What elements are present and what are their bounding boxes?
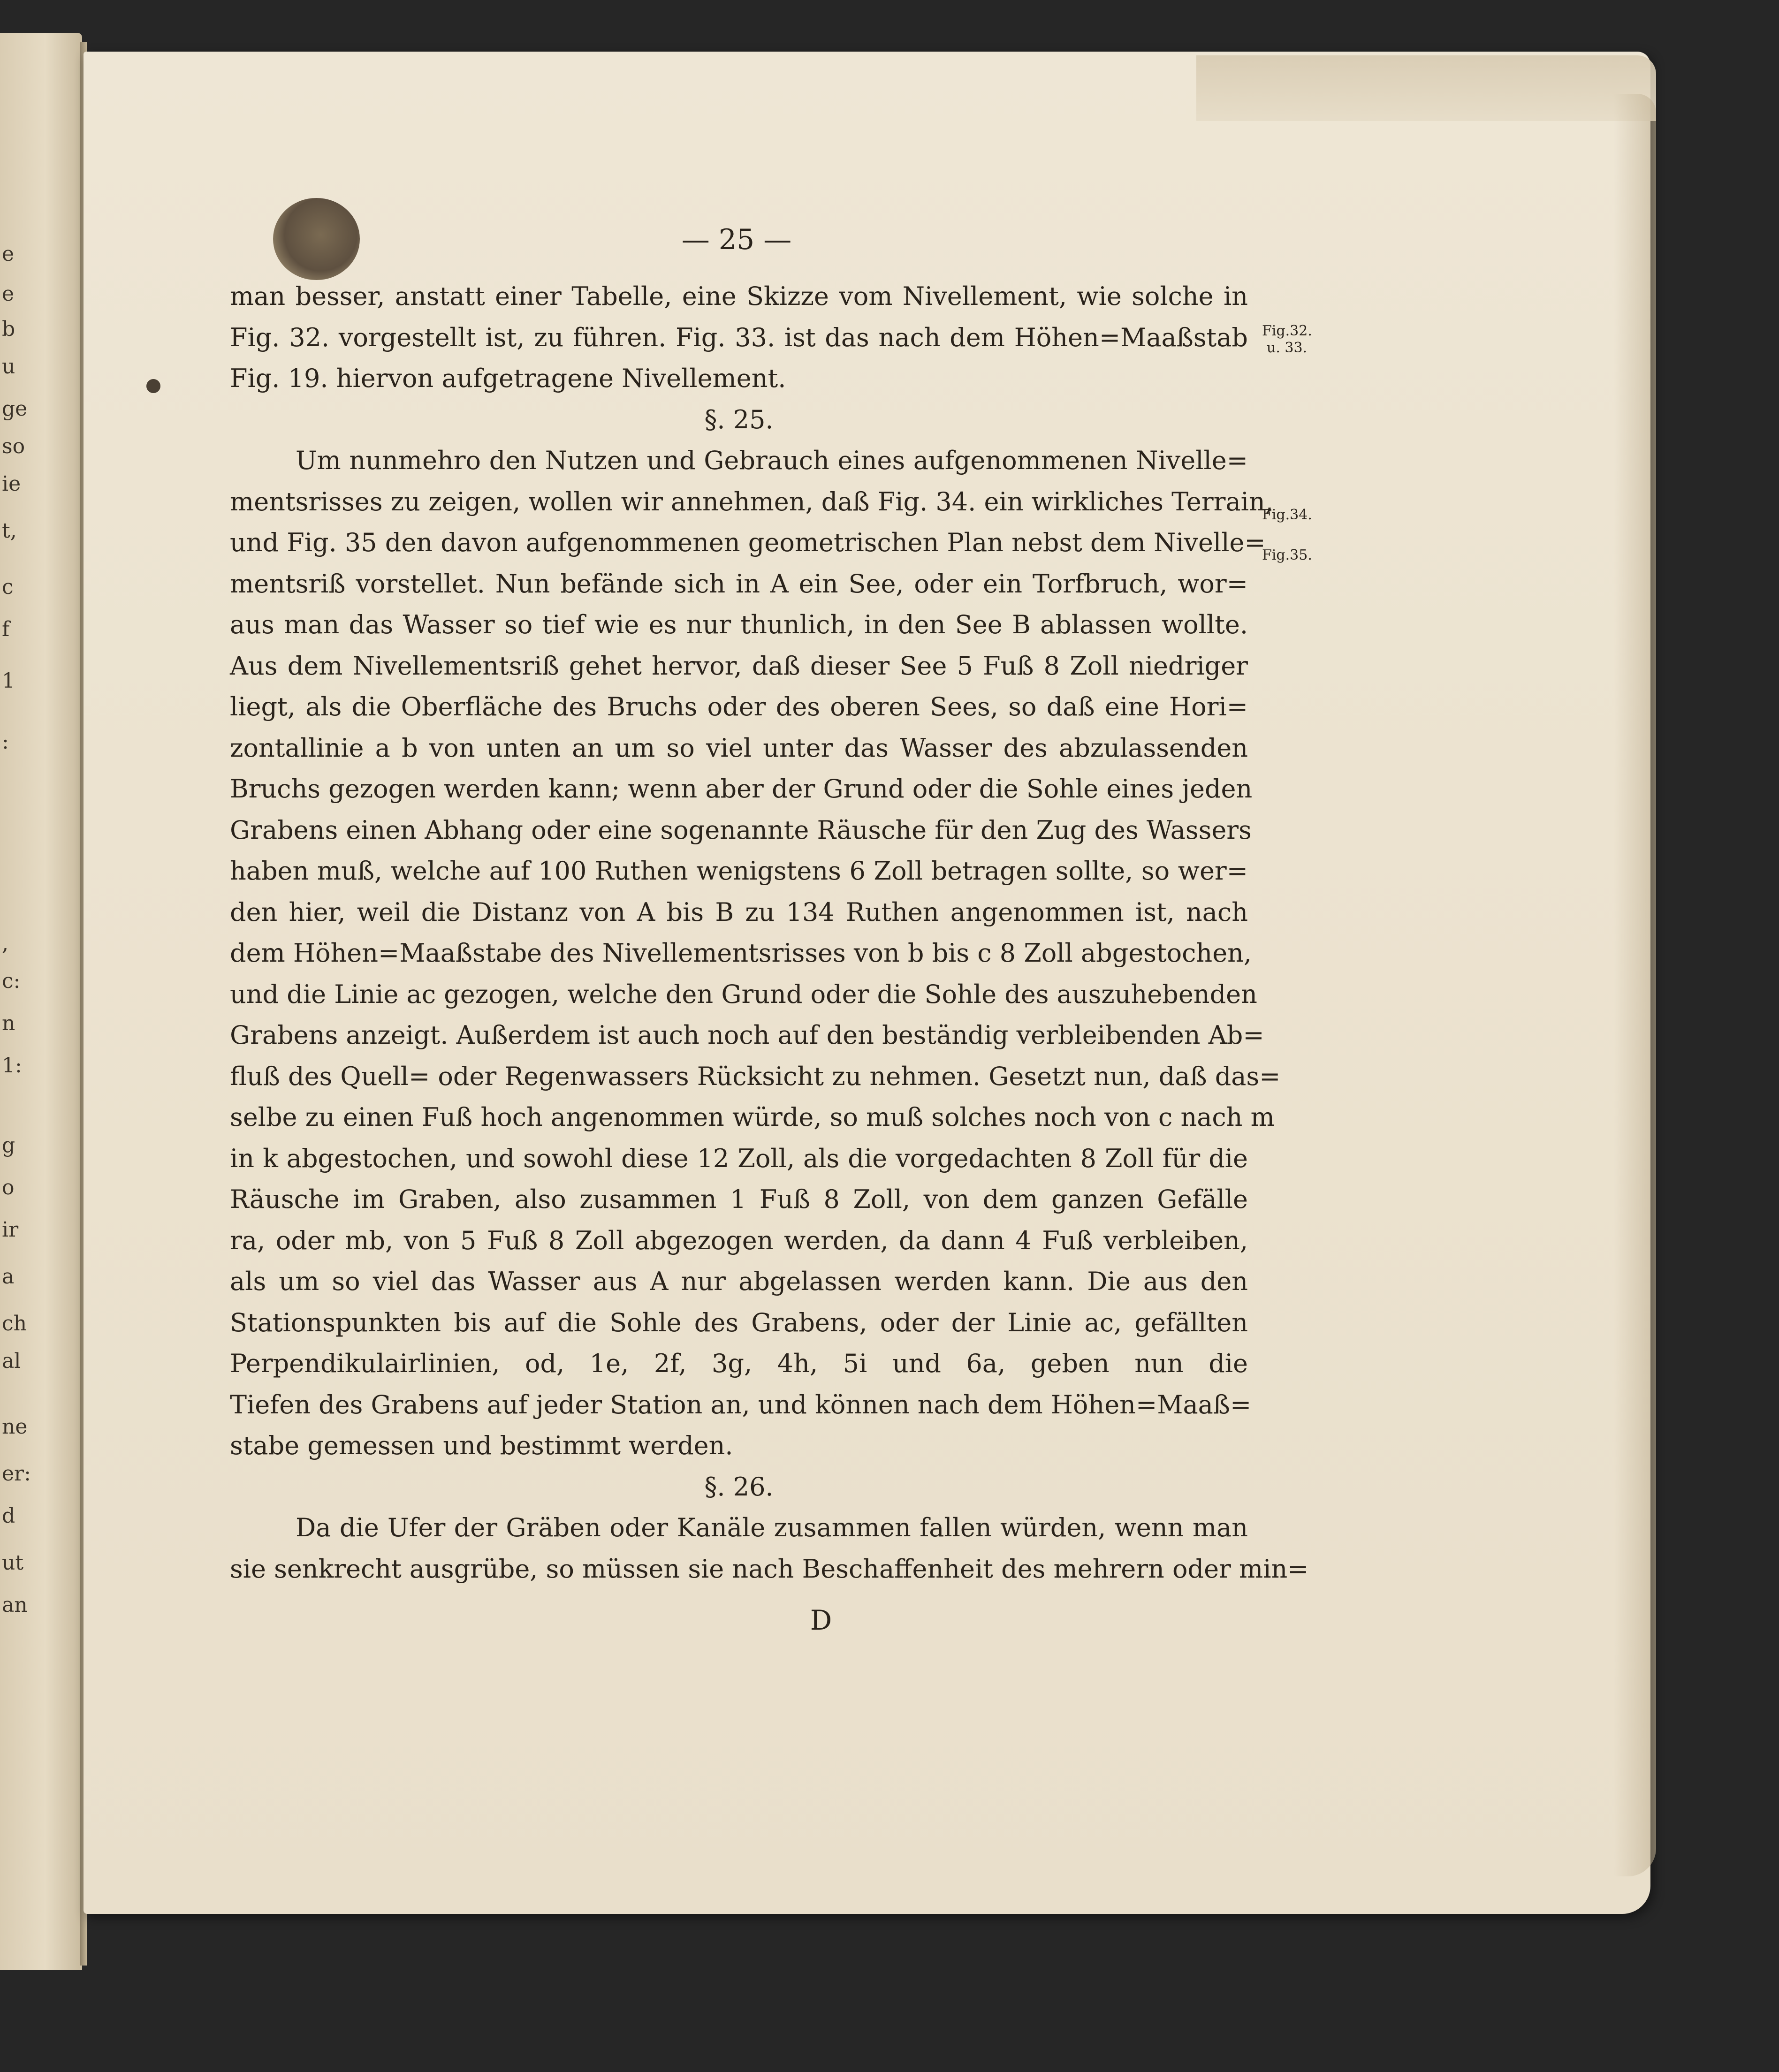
text-line: zontallinie a b von unten an um so viel unter das Wasser des abzulassenden <box>230 733 1248 763</box>
section-heading-25: §. 25. <box>704 404 774 434</box>
left-page-text-fragment: o <box>2 1176 15 1199</box>
text-line: Aus dem Nivellementsriß gehet hervor, daß dieser See 5 Fuß 8 Zoll niedriger <box>230 651 1248 681</box>
text-line: und die Linie ac gezogen, welche den Grund oder die Sohle des auszuhebenden <box>230 979 1257 1009</box>
section-heading-26: §. 26. <box>704 1472 774 1502</box>
text-line: liegt, als die Oberfläche des Bruchs oder des oberen Sees, so daß eine Hori= <box>230 692 1248 721</box>
page-number-header: — 25 — <box>681 223 792 256</box>
left-page-text-fragment: ie <box>2 472 21 496</box>
left-page-text-fragment: ch <box>2 1312 27 1336</box>
text-line: und Fig. 35 den davon aufgenommenen geometrischen Plan nebst dem Nivelle= <box>230 528 1266 557</box>
left-page-text-fragment: an <box>2 1593 28 1617</box>
left-page-text-fragment: 1: <box>2 1054 22 1078</box>
text-line: als um so viel das Wasser aus A nur abgelassen werden kann. Die aus den <box>230 1267 1248 1296</box>
signature-mark: D <box>810 1604 832 1636</box>
left-page-text-fragment: so <box>2 434 25 458</box>
left-page-text-fragment: 1 <box>2 669 15 693</box>
margin-note-fig-34: Fig.34. <box>1262 507 1312 523</box>
text-line: dem Höhen=Maaßstabe des Nivellementsrisses von b bis c 8 Zoll abgestochen, <box>230 938 1252 968</box>
left-page-text-fragment: c <box>2 575 14 599</box>
page-top-fold <box>1196 55 1656 121</box>
margin-note-fig-33: u. 33. <box>1267 340 1308 356</box>
left-page-text-fragment: er: <box>2 1462 31 1486</box>
page-right-edge <box>1614 94 1656 1876</box>
text-line: mentsrisses zu zeigen, wollen wir annehmen, daß Fig. 34. ein wirkliches Terrain, <box>230 486 1273 516</box>
margin-note-fig-32: Fig.32. <box>1262 323 1312 339</box>
text-line: Fig. 19. hiervon aufgetragene Nivellement. <box>230 364 786 393</box>
left-page-text-fragment: n <box>2 1011 15 1035</box>
text-line: ra, oder mb, von 5 Fuß 8 Zoll abgezogen werden, da dann 4 Fuß verbleiben, <box>230 1225 1248 1255</box>
text-line: sie senkrecht ausgrübe, so müssen sie nach Beschaffenheit des mehrern oder min= <box>230 1554 1309 1584</box>
margin-dot <box>146 379 160 393</box>
left-page-text-fragment: , <box>2 932 8 956</box>
left-page-text-fragment: al <box>2 1349 21 1373</box>
text-line: Um nunmehro den Nutzen und Gebrauch eines aufgenommenen Nivelle= <box>296 446 1248 475</box>
text-line: stabe gemessen und bestimmt werden. <box>230 1431 733 1460</box>
left-page-text-fragment: ge <box>2 397 28 421</box>
margin-note-fig-35: Fig.35. <box>1262 547 1312 563</box>
left-page-text-fragment: : <box>2 730 9 754</box>
text-line: Grabens einen Abhang oder eine sogenannte Räusche für den Zug des Wassers <box>230 815 1252 845</box>
text-line: mentsriß vorstellet. Nun befände sich in A ein See, oder ein Torfbruch, wor= <box>230 569 1248 599</box>
left-page-text-fragment: c: <box>2 969 21 993</box>
left-page-text-fragment: e <box>2 242 15 266</box>
left-page-text-fragment: ut <box>2 1551 24 1575</box>
left-page-text-fragment: b <box>2 317 15 341</box>
left-page-edge <box>0 33 82 1970</box>
text-line: Bruchs gezogen werden kann; wenn aber der Grund oder die Sohle eines jeden <box>230 774 1253 804</box>
left-page-text-fragment: d <box>2 1504 15 1528</box>
text-line: den hier, weil die Distanz von A bis B zu 134 Ruthen angenommen ist, nach <box>230 897 1248 927</box>
left-page-text-fragment: u <box>2 355 15 379</box>
ink-stain <box>273 198 360 280</box>
left-page-text-fragment: a <box>2 1265 15 1289</box>
text-line: Da die Ufer der Gräben oder Kanäle zusammen fallen würden, wenn man <box>296 1513 1248 1542</box>
text-line: in k abgestochen, und sowohl diese 12 Zoll, als die vorgedachten 8 Zoll für die <box>230 1143 1248 1173</box>
text-line: Perpendikulairlinien, od, 1e, 2f, 3g, 4h, 5i und 6a, geben nun die <box>230 1349 1248 1378</box>
left-page-text-fragment: f <box>2 617 10 641</box>
left-page-text-fragment: ne <box>2 1415 28 1439</box>
left-page-text-fragment: ir <box>2 1218 19 1242</box>
text-line: man besser, anstatt einer Tabelle, eine Skizze vom Nivellement, wie solche in <box>230 281 1248 311</box>
text-line: selbe zu einen Fuß hoch angenommen würde, so muß solches noch von c nach m <box>230 1102 1275 1132</box>
text-line: Tiefen des Grabens auf jeder Station an, und können nach dem Höhen=Maaß= <box>230 1389 1252 1419</box>
left-page-text-fragment: e <box>2 282 15 306</box>
text-line: Grabens anzeigt. Außerdem ist auch noch auf den beständig verbleibenden Ab= <box>230 1020 1264 1050</box>
text-line: fluß des Quell= oder Regenwassers Rücksicht zu nehmen. Gesetzt nun, daß das= <box>230 1061 1281 1091</box>
text-line: haben muß, welche auf 100 Ruthen wenigstens 6 Zoll betragen sollte, so wer= <box>230 856 1248 886</box>
left-page-text-fragment: g <box>2 1133 15 1157</box>
text-line: aus man das Wasser so tief wie es nur thunlich, in den See B ablassen wollte. <box>230 610 1248 639</box>
text-line: Stationspunkten bis auf die Sohle des Grabens, oder der Linie ac, gefällten <box>230 1307 1248 1337</box>
text-line: Fig. 32. vorgestellt ist, zu führen. Fig. 33. ist das nach dem Höhen=Maaßstab <box>230 322 1248 352</box>
left-page-text-fragment: t, <box>2 519 17 543</box>
text-line: Räusche im Graben, also zusammen 1 Fuß 8 Zoll, von dem ganzen Gefälle <box>230 1184 1248 1214</box>
